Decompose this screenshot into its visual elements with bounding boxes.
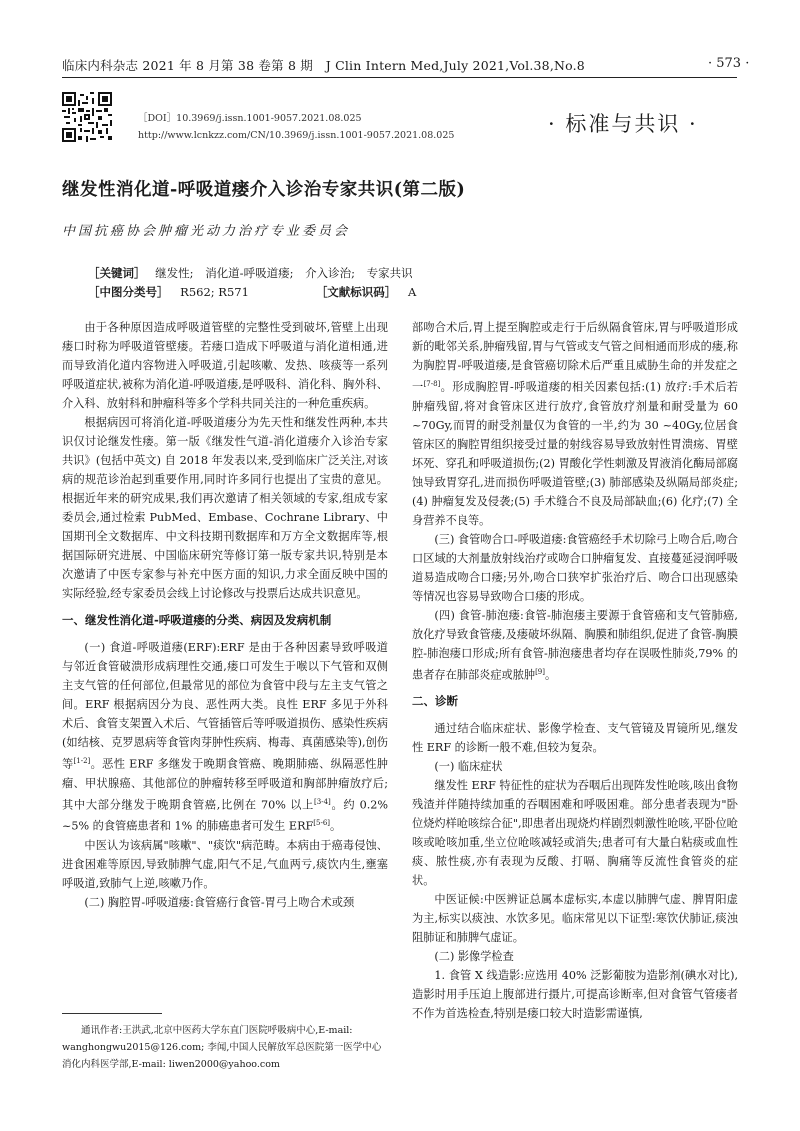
citation-ref[interactable]: [9] — [535, 667, 545, 676]
subsection-heading: (二) 影像学检查 — [434, 950, 514, 964]
corresponding-author-footnote: 通讯作者:王洪武,北京中医药大学东直门医院呼吸病中心,E-mail: wanghongwu2015@126.com; 李闻,中国人民解放军总医院第一医学中心消化内科医学部,E-mail: liwen2000@yahoo.com — [62, 1025, 382, 1070]
body-paragraph: 由于各种原因造成呼吸道管壁的完整性受到破坏,管壁上出现瘘口时称为呼吸道管壁瘘。若瘘口造成下呼吸道与消化道相通,进而导致消化道内容物进入呼吸道,引起咳嗽、发热、咳痰等一系列呼吸道症状,被称为消化道-呼吸道瘘,是呼吸科、消化科、胸外科、介入科、放射科和肿瘤科等多个学科共同关注的一种危重疾病。 — [62, 321, 388, 410]
footnote-rule — [62, 1013, 162, 1014]
section-tag: · 标准与共识 · — [548, 112, 698, 136]
running-head: 临床内科杂志 2021 年 8 月第 38 卷第 8 期 J Clin Intern Med,July 2021,Vol.38,No.8 — [62, 58, 585, 73]
body-paragraph: (一) 食道-呼吸道瘘(ERF):ERF 是由于各种因素导致呼吸道与邻近食管破溃形成病理性交通,瘘口可发生于喉以下气管和双侧主支气管的任何部位,但最常见的部位为食管中段与左主支气管之间。ERF 根据病因分为良、恶性两大类。良性 ERF 多见于外科术后、食管支架置入术后、气管插管后等呼吸道损伤、感染性疾病(如结核、克罗恩病等食管肉芽肿性疾病、梅毒、真菌感染等),创伤等[1-2]。恶性 ERF 多继发于晚期食管癌、晚期肺癌、纵隔恶性肿瘤、甲状腺癌、其他部位的肿瘤转移至呼吸道和胸部肿瘤放疗后;其中大部分继发于晚期食管癌,比例在 70% 以上[3-4]。约 0.2% ~5% 的食管癌患者和 1% 的肺癌患者可发生 ERF[5-6]。 — [62, 641, 388, 834]
body-paragraph: 1. 食管 X 线造影:应选用 40% 泛影葡胺为造影剂(碘水对比),造影时用手压迫上腹部进行摄片,可提高诊断率,但对食管气管瘘者不作为首选检查,特别是瘘口较大时造影需谨慎, — [412, 969, 738, 1021]
article-url[interactable]: http://www.lcnkzz.com/CN/10.3969/j.issn.1001-9057.2021.08.025 — [138, 130, 455, 141]
keyword: 继发性; — [155, 266, 194, 280]
body-paragraph: 部吻合术后,胃上提至胸腔或走行于后纵隔食管床,胃与呼吸道形成新的毗邻关系,肿瘤残留,胃与气管或支气管之间相通而形成的瘘,称为胸腔胃-呼吸道瘘,是食管癌切除术后严重且威胁生命的并发症之一[7-8]。形成胸腔胃-呼吸道瘘的相关因素包括:(1) 放疗:手术后若肿瘤残留,将对食管床区进行放疗,食管放疗剂量和耐受量为 60 ~70Gy,而胃的耐受剂量仅为食管的一半,约为 30 ~40Gy,位居食管床区的胸腔胃组织接受过量的射线容易导致放射性胃溃疡、胃壁坏死、穿孔和呼吸道损伤;(2) 胃酸化学性刺激及胃液消化酶局部腐蚀导致胃穿孔,进而损伤呼吸道管壁;(3) 肺部感染及纵隔局部炎症;(4) 肿瘤复发及侵袭;(5) 手术缝合不良及局部缺血;(6) 化疗;(7) 全身营养不良等。 — [412, 321, 738, 527]
keyword: 消化道-呼吸道瘘; — [205, 266, 294, 280]
keyword: 介入诊治; — [305, 266, 355, 280]
class-value: R562; R571 — [180, 285, 249, 299]
class-label: ［中图分类号］ — [88, 285, 169, 299]
keywords-label: ［关键词］ — [88, 266, 146, 280]
body-paragraph: (三) 食管吻合口-呼吸道瘘:食管癌经手术切除弓上吻合后,吻合口区域的大剂量放射线治疗或吻合口肿瘤复发、直接蔓延浸润呼吸道易造成吻合口瘘;另外,吻合口狭窄扩张治疗后、吻合口出现感染等情况也容易导致吻合口瘘的形成。 — [412, 532, 738, 603]
header-rule — [62, 77, 737, 78]
body-paragraph: 中医认为该病属"咳嗽"、"痰饮"病范畴。本病由于癌毒侵蚀、进食困难等原因,导致肺脾气虚,阳气不足,气血两亏,痰饮内生,壅塞呼吸道,致肺气上逆,咳嗽乃作。 — [62, 839, 388, 891]
qr-code-icon — [62, 92, 112, 142]
citation-ref[interactable]: [3-4] — [314, 797, 331, 806]
body-paragraph: 根据病因可将消化道-呼吸道瘘分为先天性和继发性两种,本共识仅讨论继发性瘘。第一版《继发性气道-消化道瘘介入诊治专家共识》(包括中英文) 自 2018 年发表以来,受到临床广泛关注,对该病的规范诊治起到重要作用,同时许多同行也提出了宝贵的意见。根据近年来的研究成果,我们再次邀请了相关领域的专家,组成专家委员会,通过检索 PubMed、Embase、Cochrane Library、中国期刊全文数据库、中文科技期刊数据库和万方全文数据库等,根据国际研究进展、中国临床研究等修订第一版专家共识,特别是本次邀请了中医专家参与补充中医方面的知识,力求全面反映中国的实际经验,经专家委员会线上讨论修改与投票后达成共识意见。 — [62, 416, 388, 600]
citation-ref[interactable]: [7-8] — [423, 380, 441, 388]
subsection-heading: (一) 临床症状 — [434, 760, 503, 774]
body-paragraph: 通过结合临床症状、影像学检查、支气管镜及胃镜所见,继发性 ERF 的诊断一般不难,但较为复杂。 — [412, 722, 738, 755]
citation-ref[interactable]: [1-2] — [73, 757, 91, 765]
body-paragraph: (二) 胸腔胃-呼吸道瘘:食管癌行食管-胃弓上吻合术或颈 — [84, 896, 355, 910]
doi-line: ［DOI］10.3969/j.issn.1001-9057.2021.08.025 — [138, 113, 362, 124]
keywords-line — [88, 265, 421, 281]
doc-code-value: A — [407, 285, 417, 299]
section-heading: 二、诊断 — [412, 694, 458, 709]
classification-line — [88, 284, 416, 300]
author-organization: 中国抗癌协会肿瘤光动力治疗专业委员会 — [62, 224, 351, 239]
left-column — [62, 318, 388, 912]
article-title: 继发性消化道-呼吸道瘘介入诊治专家共识(第二版) — [62, 180, 466, 200]
section-heading: 一、继发性消化道-呼吸道瘘的分类、病因及发病机制 — [62, 613, 332, 627]
doc-code-label: ［文献标识码］ — [315, 285, 397, 299]
citation-ref[interactable]: [5-6] — [313, 819, 330, 828]
body-paragraph: 继发性 ERF 特征性的症状为吞咽后出现阵发性呛咳,咳出食物残渣并伴随持续加重的吞咽困难和呼吸困难。部分患者表现为"卧位烧灼样呛咳综合征",即患者出现烧灼样剧烈刺激性呛咳,平卧位呛咳或呛咳加重,坐立位呛咳减轻或消失;患者可有大量白粘痰或血性痰、脓性痰,亦有表现为反酸、打嗝、胸痛等反流性食管炎的症状。 — [412, 779, 738, 888]
keyword: 专家共识 — [366, 266, 413, 280]
page-number: · 573 · — [708, 56, 750, 71]
body-paragraph: 中医证候:中医辨证总属本虚标实,本虚以肺脾气虚、脾胃阳虚为主,标实以痰浊、水饮多见。临床常见以下证型:寒饮伏肺证,痰浊阻肺证和肺脾气虚证。 — [412, 893, 738, 945]
right-column — [412, 318, 738, 1023]
body-paragraph: (四) 食管-肺泡瘘:食管-肺泡瘘主要源于食管癌和支气管肺癌,放化疗导致食管瘘,及瘘破坏纵隔、胸膜和肺组织,促进了食管-胸膜腔-肺泡瘘口形成;所有食管-肺泡瘘患者均存在误吸性肺炎,79% 的患者存在肺部炎症或脓肿[9]。 — [412, 608, 738, 682]
